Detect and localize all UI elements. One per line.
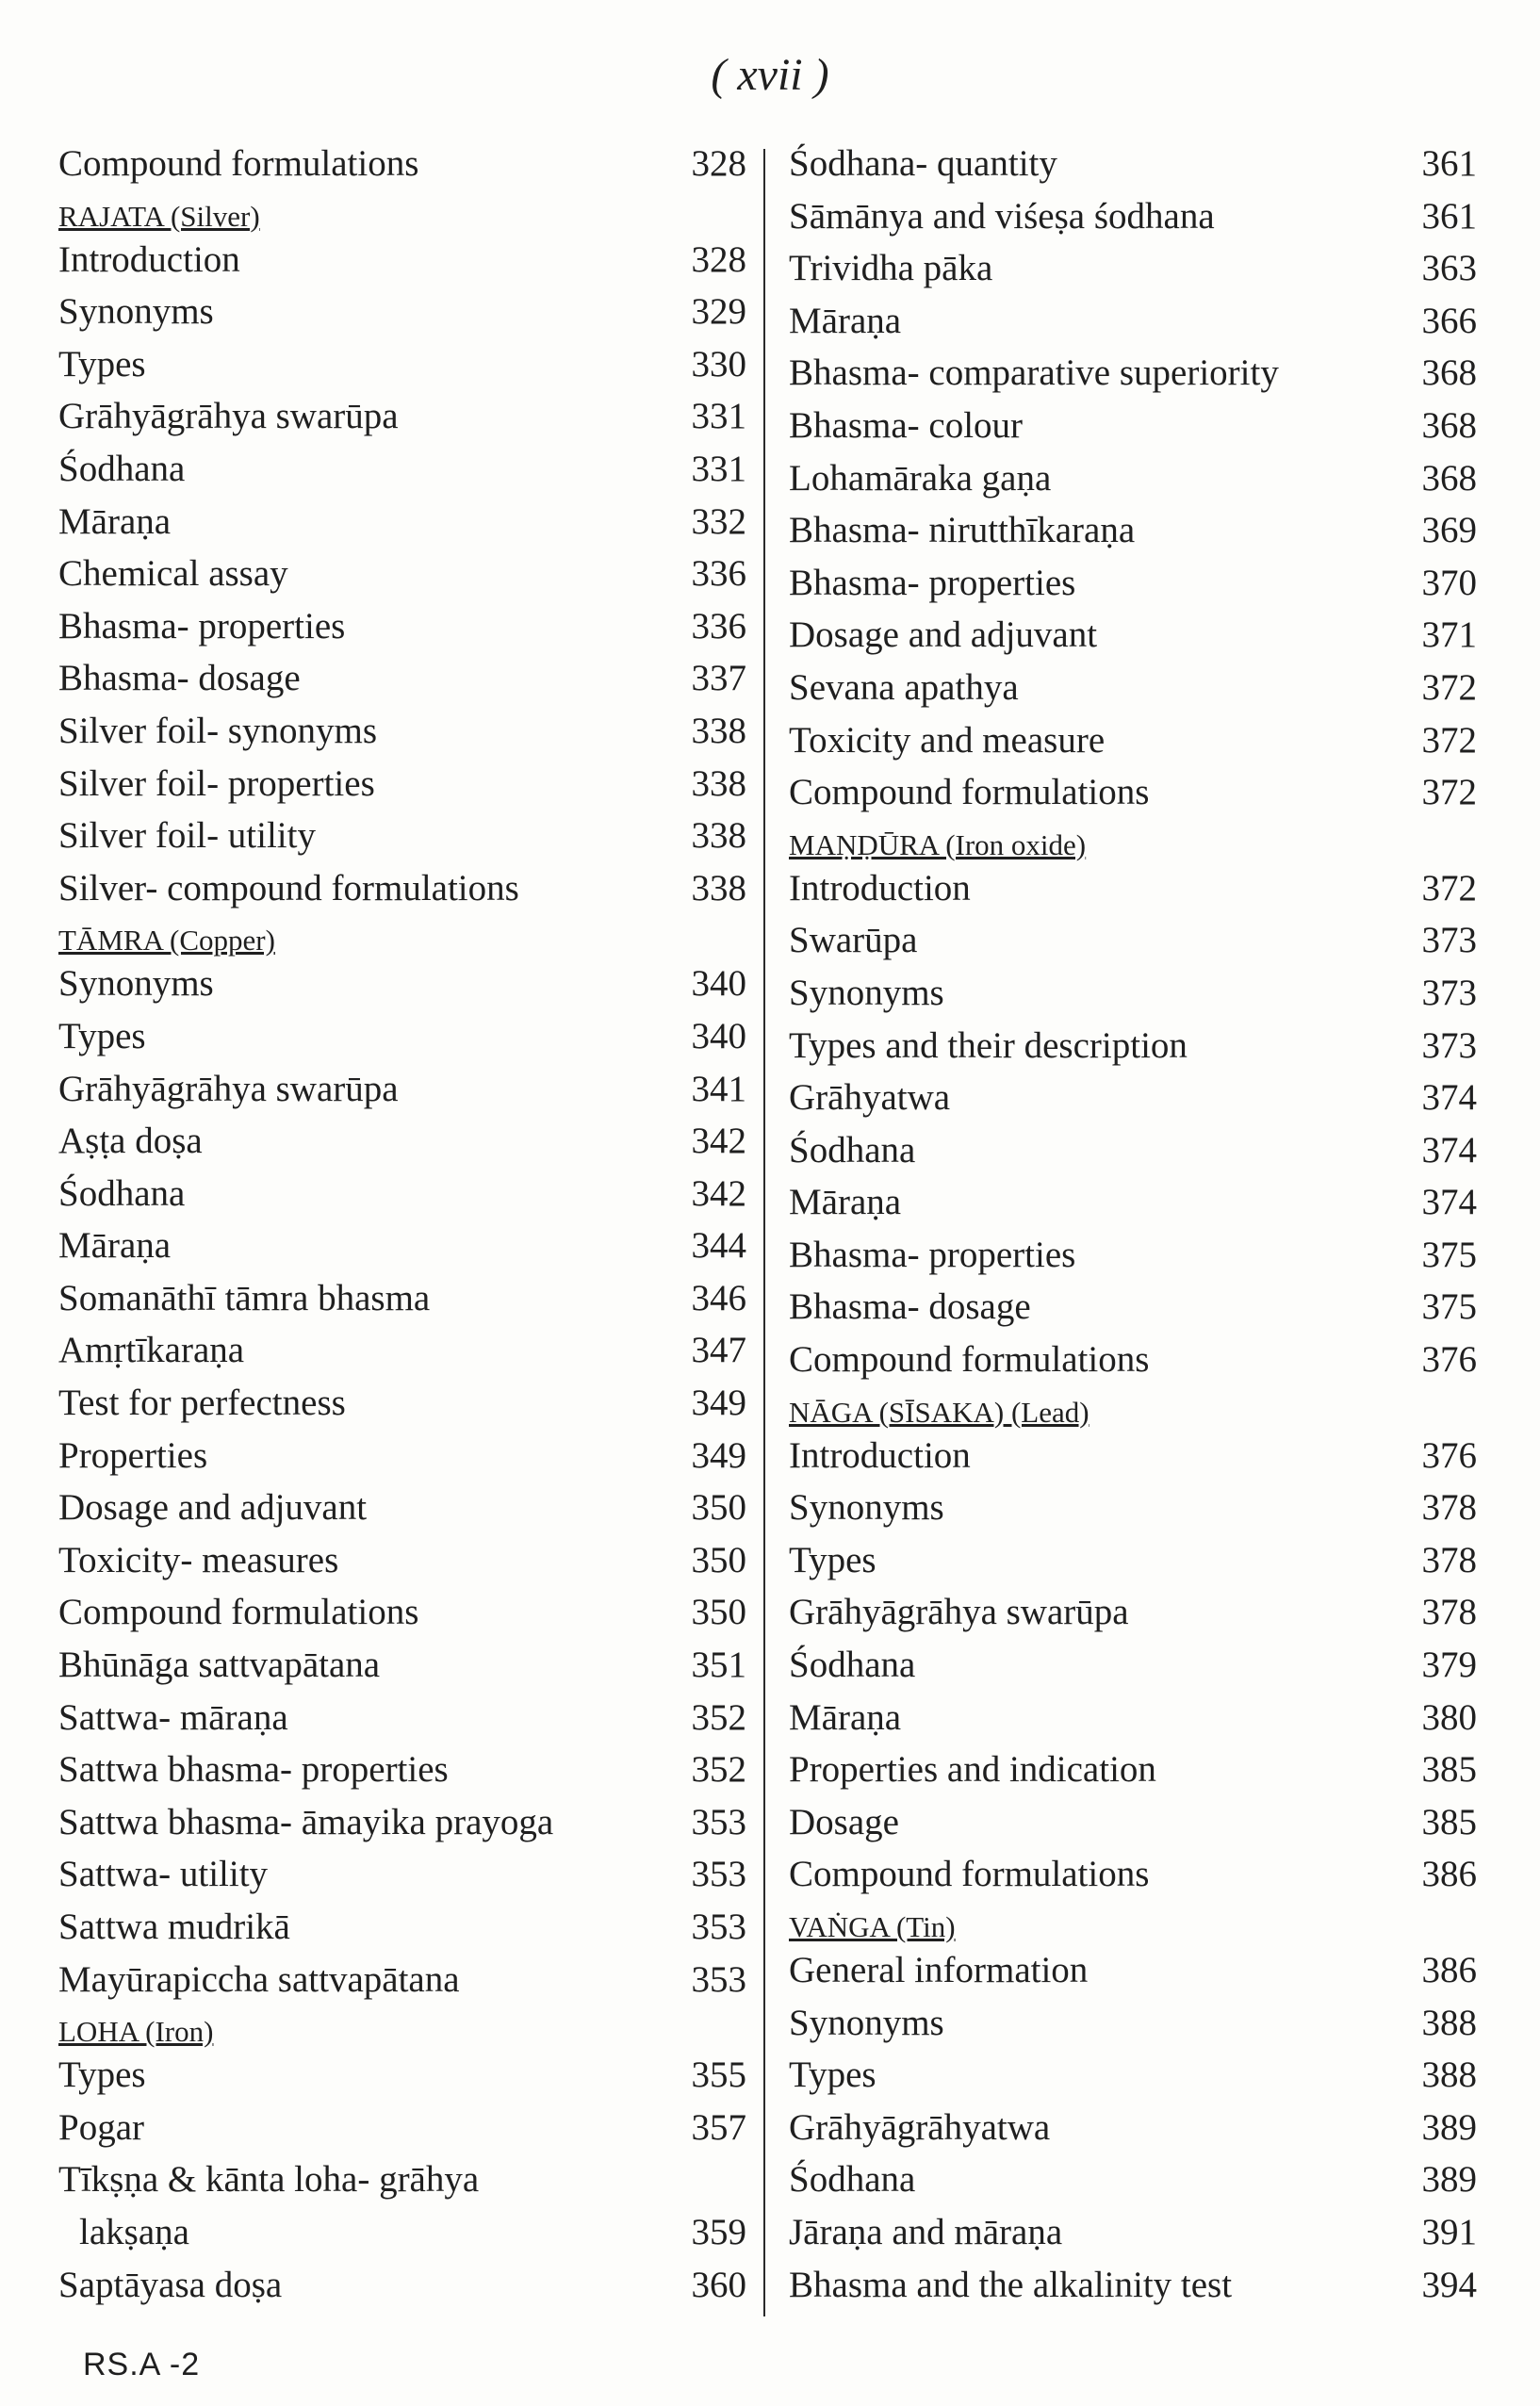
toc-entry-label: Sattwa bhasma- āmayika prayoga [58,1801,554,1842]
toc-entry [789,2211,1477,2264]
toc-entry-page: 366 [1421,300,1477,341]
toc-entry [58,1329,746,1382]
toc-entry-page: 374 [1421,1182,1477,1223]
toc-entry-label: Tīkṣṇa & kānta loha- grāhya [58,2159,480,2201]
toc-entry-page: 331 [691,448,746,489]
toc-entry-label: Silver foil- utility [58,815,316,857]
toc-entry [789,867,1477,920]
toc-entry-page: 369 [1421,510,1477,551]
toc-entry-page: 347 [691,1330,746,1371]
toc-entry-page: 388 [1421,2002,1477,2043]
toc-entry-page: 346 [691,1277,746,1318]
toc-right-column [789,142,1477,2316]
toc-entry-label: Toxicity- measures [58,1539,339,1580]
toc-entry-label: Introduction [58,238,240,280]
toc-entry [789,1181,1477,1234]
toc-entry-label: Sevana apathya [789,666,1019,708]
toc-entry-page: 349 [691,1434,746,1476]
toc-entry-label: Bhasma- comparative superiority [789,352,1279,394]
toc-entry-page: 373 [1421,972,1477,1013]
toc-entry-label: Bhasma and the alkalinity test [789,2264,1233,2305]
page-number: ( xvii ) [711,50,829,100]
toc-entry [58,1696,746,1749]
toc-entry-page: 360 [691,2264,746,2305]
toc-entry-page: 332 [691,500,746,542]
toc-entry-page: 330 [691,343,746,385]
toc-entry [58,1539,746,1592]
toc-entry-label: Types [58,343,146,385]
toc-entry [789,719,1477,772]
toc-entry-page: 355 [691,2054,746,2096]
toc-entry-page: 379 [1421,1645,1477,1686]
toc-entry [58,1382,746,1434]
toc-entry [58,1120,746,1172]
toc-entry-page: 344 [691,1225,746,1267]
toc-entry [789,972,1477,1024]
toc-entry-label: Grāhyāgrāhyatwa [789,2106,1051,2148]
toc-entry-label: Compound formulations [789,772,1150,813]
toc-entry [789,1076,1477,1129]
toc-entry-page: 372 [1421,772,1477,813]
toc-entry-label: Bhūnāga sattvapātana [58,1645,381,1686]
toc-entry-page: 350 [691,1487,746,1529]
toc-entry-page: 338 [691,815,746,857]
toc-entry-label: Somanāthī tāmra bhasma [58,1277,431,1318]
toc-entry-label: Grāhyāgrāhya swarūpa [58,396,399,437]
toc-entry-label: Sattwa mudrikā [58,1907,290,1947]
toc-entry-label: General information [789,1950,1089,1990]
toc-entry [58,1801,746,1854]
toc-entry-page: 350 [691,1539,746,1580]
toc-entry-label: Śodhana [58,1172,186,1214]
toc-entry [58,1068,746,1121]
section-heading: TĀMRA (Copper) [58,924,275,957]
toc-entry [58,2158,746,2211]
toc-entry [58,1591,746,1644]
column-divider [763,149,765,2316]
toc-entry-page: 353 [691,1958,746,2000]
toc-entry-label: Saptāyasa doṣa [58,2264,283,2305]
toc-entry [58,395,746,448]
toc-entry-page: 350 [691,1592,746,1633]
toc-entry [789,2002,1477,2054]
toc-entry-page: 342 [691,1172,746,1214]
toc-entry [789,771,1477,824]
toc-entry [58,1958,746,2011]
toc-entry [58,2054,746,2106]
toc-entry [789,509,1477,562]
toc-entry [789,2158,1477,2211]
toc-entry-label: Bhasma- colour [789,404,1024,446]
toc-entry-page: 386 [1421,1854,1477,1895]
toc-entry-label: Bhasma- properties [789,562,1076,603]
footer-signature: RS.A -2 [83,2347,201,2382]
toc-entry-label: Compound formulations [58,1592,419,1633]
toc-entry-page: 361 [1421,143,1477,184]
toc-entry-page: 386 [1421,1950,1477,1990]
toc-entry-page: 368 [1421,352,1477,394]
toc-entry-page: 368 [1421,404,1477,446]
section-heading: NĀGA (SĪSAKA) (Lead) [789,1395,1089,1429]
toc-entry [789,919,1477,972]
toc-entry-page: 376 [1421,1339,1477,1381]
toc-entry [58,343,746,396]
toc-left-column [58,142,746,2316]
toc-entry-label: Bhasma- nirutthīkaraṇa [789,510,1136,551]
toc-entry [789,1644,1477,1696]
toc-entry-label: Grāhyatwa [789,1077,951,1119]
toc-entry-page: 378 [1421,1539,1477,1580]
section-heading: MAṆḌŪRA (Iron oxide) [789,827,1087,861]
toc-entry [789,1338,1477,1391]
toc-entry-label: Silver foil- properties [58,762,375,804]
toc-entry-page: 363 [1421,248,1477,289]
toc-entry-label: Bhasma- properties [789,1234,1076,1275]
toc-entry [789,1129,1477,1182]
toc-entry-label: Dosage [789,1801,899,1842]
toc-entry-label: Śodhana [789,1129,916,1170]
toc-entry [58,962,746,1015]
toc-entry [789,614,1477,666]
toc-entry-page: 394 [1421,2264,1477,2305]
toc-entry-page: 336 [691,553,746,595]
toc-entry [789,666,1477,719]
section-heading: LOHA (Iron) [58,2015,214,2049]
toc-entry-label: Amṛtīkaraṇa [58,1330,245,1371]
toc-entry-page: 338 [691,762,746,804]
toc-entry [58,448,746,500]
toc-entry-label: Types and their description [789,1024,1188,1066]
toc-entry-label: Silver- compound formulations [58,867,519,908]
toc-entry-page: 342 [691,1121,746,1162]
toc-entry-label: Māraṇa [58,1225,172,1267]
toc-entry-page: 378 [1421,1487,1477,1529]
toc-entry-label: Synonyms [789,972,944,1013]
toc-entry [789,1434,1477,1487]
toc-entry-page: 372 [1421,666,1477,708]
toc-entry-label: Grāhyāgrāhya swarūpa [58,1068,399,1109]
toc-entry-label: Introduction [789,1434,971,1476]
toc-entry [58,1486,746,1539]
toc-entry-label: Śodhana- quantity [789,143,1057,184]
toc-entry-label: Bhasma- dosage [789,1286,1031,1328]
toc-entry [58,1748,746,1801]
toc-entry-label: Compound formulations [789,1339,1150,1381]
toc-entry-page: 351 [691,1645,746,1686]
toc-entry-page: 371 [1421,614,1477,656]
toc-entry-page: 328 [691,238,746,280]
toc-entry [789,1486,1477,1539]
toc-entry-page: 361 [1421,195,1477,237]
toc-entry-label: Silver foil- synonyms [58,710,377,751]
toc-entry-page: 353 [691,1907,746,1947]
toc-entry-label: Types [789,1539,876,1580]
toc-entry-label: Dosage and adjuvant [58,1487,368,1529]
toc-entry-page: 372 [1421,867,1477,908]
toc-entry-page: 338 [691,867,746,908]
toc-entry [789,1539,1477,1592]
toc-entry [58,1906,746,1958]
toc-entry [58,867,746,920]
toc-entry-label: Dosage and adjuvant [789,614,1098,656]
toc-entry [58,1015,746,1068]
toc-entry [789,142,1477,195]
toc-entry [58,238,746,291]
toc-entry-label: Synonyms [789,2002,944,2043]
toc-entry-page: 359 [691,2211,746,2252]
toc-entry [789,300,1477,352]
toc-entry-label: Aṣṭa doṣa [58,1121,203,1162]
toc-entry [789,1234,1477,1286]
toc-entry-label: lakṣaṇa [79,2211,189,2252]
toc-entry-page: 352 [691,1749,746,1791]
toc-entry [58,814,746,867]
toc-entry-page: 329 [691,291,746,333]
toc-entry [58,552,746,605]
toc-entry-label: Māraṇa [789,1696,902,1738]
toc-entry [789,352,1477,404]
toc-entry-label: Toxicity and measure [789,719,1106,761]
toc-entry-label: Jāraṇa and māraṇa [789,2211,1063,2252]
toc-entry-page: 353 [691,1801,746,1842]
toc-entry-label: Bhasma- dosage [58,658,301,699]
toc-entry [789,457,1477,510]
toc-entry-page: 340 [691,1015,746,1056]
toc-entry-label: Synonyms [789,1487,944,1529]
toc-entry-page: 349 [691,1383,746,1424]
toc-entry-label: Properties and indication [789,1749,1156,1791]
toc-entry [789,2054,1477,2106]
toc-entry-label: Grāhyāgrāhya swarūpa [789,1592,1129,1633]
toc-entry [58,1224,746,1277]
toc-entry-label: Types [58,1015,146,1056]
toc-entry-page: 388 [1421,2054,1477,2096]
toc-entry [58,1853,746,1906]
toc-entry-page: 389 [1421,2106,1477,2148]
toc-entry-page: 385 [1421,1801,1477,1842]
toc-entry-page: 374 [1421,1077,1477,1119]
toc-entry [789,562,1477,614]
toc-entry-page: 372 [1421,719,1477,761]
toc-entry-label: Compound formulations [789,1854,1150,1895]
toc-entry-page: 374 [1421,1129,1477,1170]
toc-entry-label: Mayūrapiccha sattvapātana [58,1958,460,2000]
toc-entry-label: Māraṇa [789,1182,902,1223]
toc-entry-label: Pogar [58,2106,144,2148]
toc-entry-page: 380 [1421,1696,1477,1738]
toc-entry-page: 336 [691,605,746,647]
toc-entry-label: Lohamāraka gaṇa [789,457,1052,499]
toc-entry-label: Introduction [789,867,971,908]
toc-entry-label: Synonyms [58,963,214,1005]
toc-entry-page: 368 [1421,457,1477,499]
toc-entry [789,247,1477,300]
toc-entry-label: Śodhana [58,448,186,489]
toc-entry-page: 328 [691,143,746,184]
toc-entry-label: Māraṇa [58,500,172,542]
toc-entry-label: Test for perfectness [58,1383,346,1424]
toc-entry-label: Chemical assay [58,553,288,595]
toc-entry-label: Śodhana [789,2159,916,2201]
toc-entry-label: Bhasma- properties [58,605,346,647]
toc-entry [789,1696,1477,1749]
toc-entry-page: 375 [1421,1234,1477,1275]
section-heading: RAJATA (Silver) [58,199,260,233]
toc-entry-page: 357 [691,2106,746,2148]
toc-entry-label: Types [789,2054,876,2096]
toc-entry-label: Properties [58,1434,208,1476]
toc-entry-label: Swarūpa [789,920,918,961]
toc-entry [789,1591,1477,1644]
toc-entry [58,2264,746,2316]
toc-entry-label: Sāmānya and viśeṣa śodhana [789,195,1215,237]
toc-entry [58,290,746,343]
toc-entry-page: 341 [691,1068,746,1109]
toc-entry-page: 373 [1421,1024,1477,1066]
toc-entry [58,1172,746,1225]
toc-entry-page: 353 [691,1854,746,1895]
toc-entry-page: 352 [691,1696,746,1738]
toc-entry [789,1853,1477,1906]
toc-entry-label: Sattwa bhasma- properties [58,1749,449,1791]
toc-entry-page: 375 [1421,1286,1477,1328]
toc-entry-label: Māraṇa [789,300,902,341]
toc-entry-page: 338 [691,710,746,751]
toc-entry [58,1277,746,1330]
toc-entry-label: Śodhana [789,1645,916,1686]
toc-entry [58,2106,746,2159]
toc-entry-label: Sattwa- utility [58,1854,269,1895]
toc-entry-page: 340 [691,963,746,1005]
toc-entry-label: Synonyms [58,291,214,333]
toc-entry-label: Sattwa- māraṇa [58,1696,288,1738]
toc-entry [789,1801,1477,1854]
toc-entry-page: 385 [1421,1749,1477,1791]
toc-entry-label: Compound formulations [58,143,419,184]
toc-entry-page: 391 [1421,2211,1477,2252]
toc-entry-page: 331 [691,396,746,437]
toc-entry [789,195,1477,248]
toc-entry [789,2106,1477,2159]
toc-entry-label: Types [58,2054,146,2096]
toc-entry [58,142,746,195]
toc-entry [58,605,746,658]
toc-entry [789,1285,1477,1338]
toc-entry [789,1748,1477,1801]
toc-entry [789,404,1477,457]
toc-entry [789,1949,1477,2002]
toc-entry-page: 378 [1421,1592,1477,1633]
toc-entry [58,500,746,553]
toc-entry [58,657,746,710]
toc-entry [58,1644,746,1696]
toc-entry-label: Trividha pāka [789,248,993,289]
section-heading: VAṄGA (Tin) [789,1910,956,1943]
toc-entry [58,1434,746,1487]
toc-entry [58,2211,746,2264]
toc-entry-page: 376 [1421,1434,1477,1476]
toc-entry-page: 337 [691,658,746,699]
toc-entry [58,710,746,762]
toc-entry [58,762,746,815]
toc-entry-page: 373 [1421,920,1477,961]
toc-entry [789,1024,1477,1077]
toc-entry-page: 370 [1421,562,1477,603]
toc-entry-page: 389 [1421,2159,1477,2201]
toc-entry [789,2264,1477,2316]
